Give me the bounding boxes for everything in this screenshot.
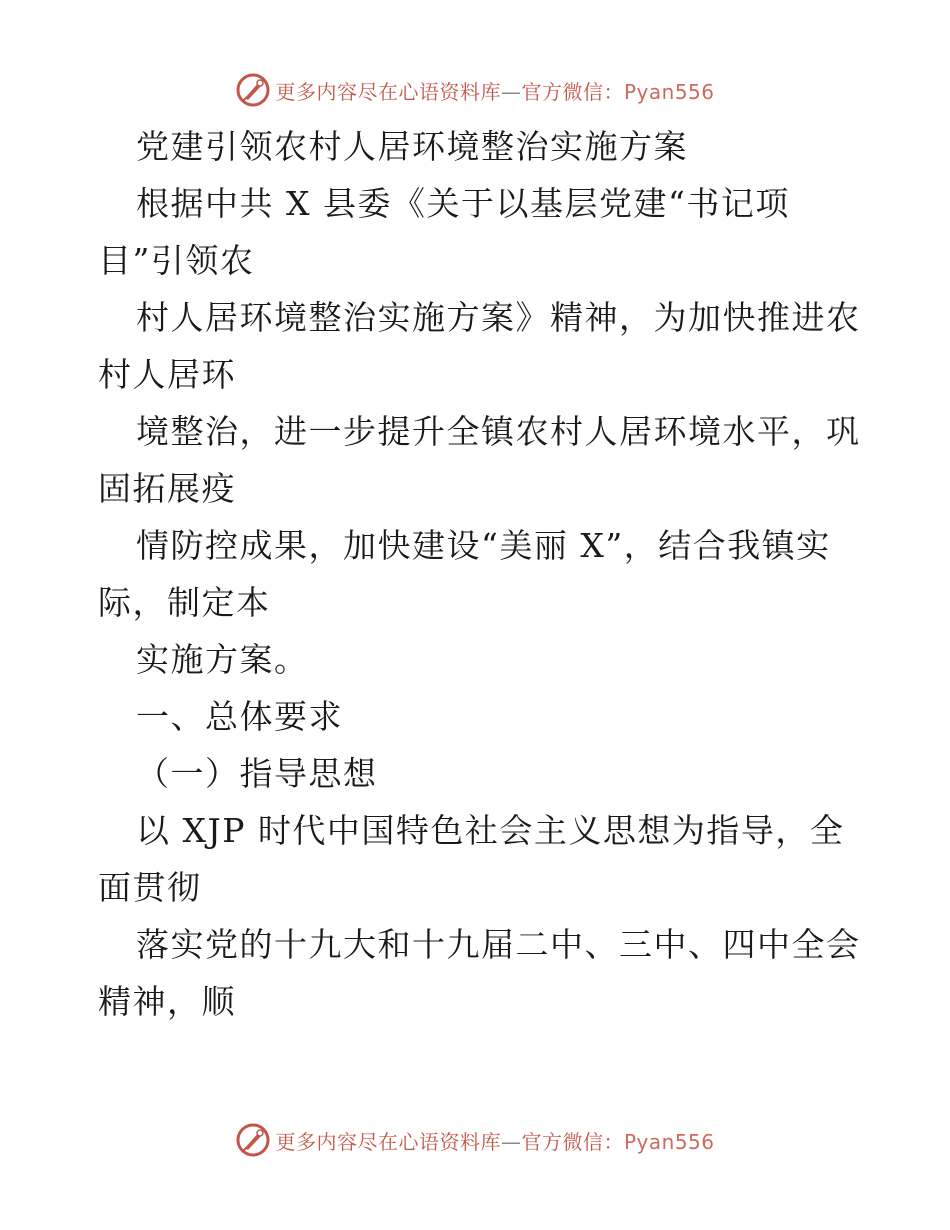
document-line: 情防控成果，加快建设“美丽 X”，结合我镇实 xyxy=(136,526,831,565)
watermark-text xyxy=(275,1126,714,1155)
document-line: 目”引领农 xyxy=(98,241,255,280)
document-line: 村人居环境整治实施方案》精神，为加快推进农 xyxy=(136,298,861,337)
header-watermark xyxy=(0,70,950,110)
document-line: 以 XJP 时代中国特色社会主义思想为指导，全 xyxy=(136,811,845,850)
watermark-wechat-id: Pyan556 xyxy=(623,79,715,104)
document-line: 落实党的十九大和十九届二中、三中、四中全会 xyxy=(136,925,861,964)
footer-watermark xyxy=(0,1120,950,1160)
watermark-suffix: 官方微信： xyxy=(521,79,624,104)
document-line: 际，制定本 xyxy=(98,583,271,622)
watermark-suffix: 官方微信： xyxy=(521,1129,624,1154)
document-line: （一）指导思想 xyxy=(136,754,378,793)
watermark-separator: — xyxy=(500,1129,522,1154)
document-line: 村人居环 xyxy=(98,355,236,394)
document-line: 境整治，进一步提升全镇农村人居环境水平，巩 xyxy=(136,412,861,451)
document-body xyxy=(98,118,861,1030)
quill-pen-logo-icon xyxy=(235,1122,271,1158)
document-line: 一、总体要求 xyxy=(136,697,343,736)
watermark-prefix: 更多内容尽在心语资料库 xyxy=(275,79,501,104)
quill-pen-logo-icon xyxy=(235,72,271,108)
watermark-text xyxy=(275,76,714,105)
document-line: 党建引领农村人居环境整治实施方案 xyxy=(136,127,688,166)
document-line: 固拓展疫 xyxy=(98,469,236,508)
document-line: 根据中共 X 县委《关于以基层党建“书记项 xyxy=(136,184,790,223)
watermark-separator: — xyxy=(500,79,522,104)
document-line: 精神，顺 xyxy=(98,982,236,1021)
document-line: 面贯彻 xyxy=(98,868,202,907)
document-line: 实施方案。 xyxy=(136,640,309,679)
watermark-wechat-id: Pyan556 xyxy=(623,1129,715,1154)
watermark-prefix: 更多内容尽在心语资料库 xyxy=(275,1129,501,1154)
